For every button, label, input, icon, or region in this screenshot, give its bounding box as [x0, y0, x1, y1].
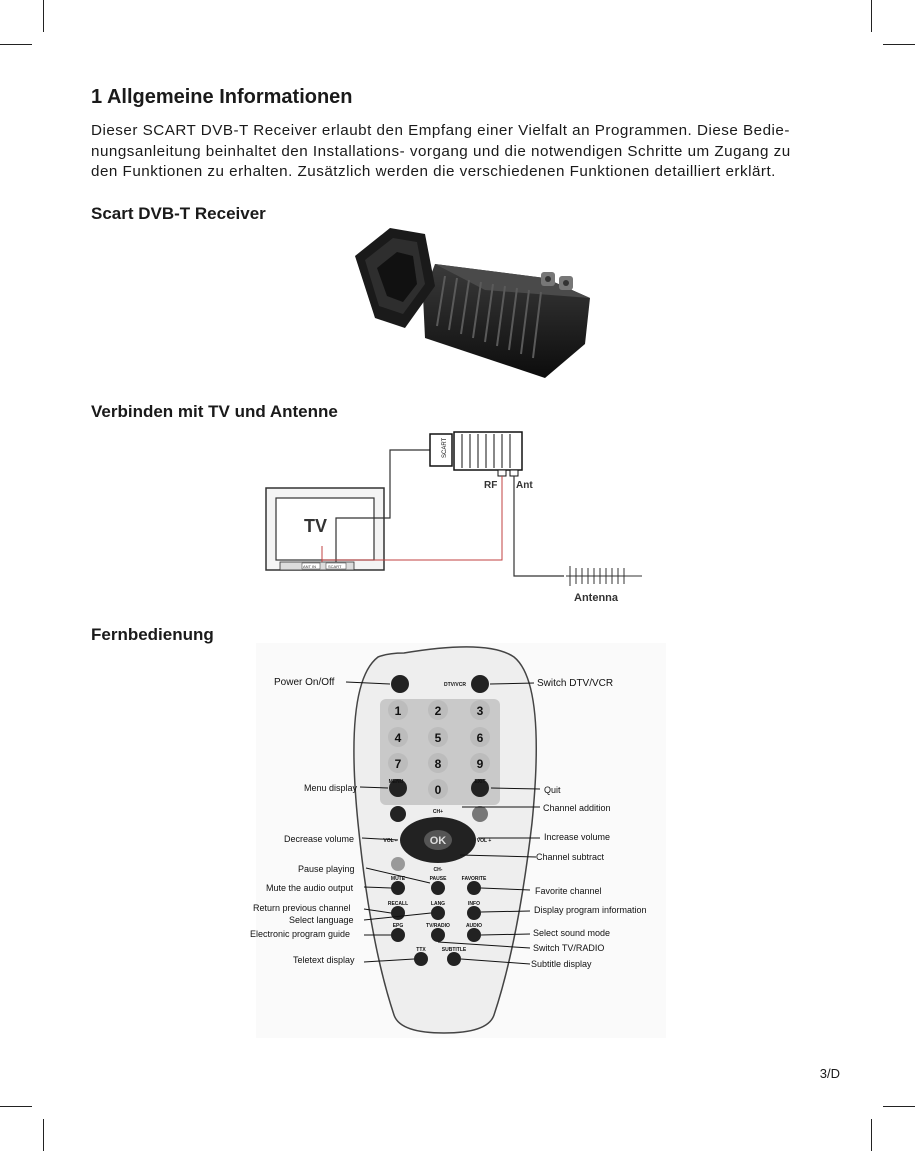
connection-diagram	[262, 428, 642, 610]
crop-mark	[0, 1106, 32, 1107]
crop-mark	[883, 44, 915, 45]
key-ch-down: CH-	[433, 867, 443, 873]
digit-8: 8	[434, 757, 442, 771]
antenna-label: Antenna	[574, 592, 618, 604]
receiver-image	[345, 226, 595, 382]
crop-mark	[883, 1106, 915, 1107]
callout-menu-display: Menu display	[304, 783, 358, 793]
key-vol-minus: VOL -	[383, 838, 397, 844]
digit-5: 5	[434, 731, 442, 745]
page-number: 3/D	[819, 1066, 840, 1081]
key-subtitle: SUBTITLE	[441, 947, 467, 953]
callout-channel-addition: Channel addition	[543, 803, 611, 813]
power-key-icon	[391, 675, 409, 693]
callout-subtitle-display: Subtitle display	[531, 959, 592, 969]
callout-select-sound: Select sound mode	[533, 928, 611, 938]
key-vol-plus: VOL +	[476, 838, 492, 844]
key-exit: EXIT	[474, 779, 486, 785]
rf-label: RF	[484, 480, 498, 491]
callout-channel-subtract: Channel subtract	[536, 852, 605, 862]
key-lang: LANG	[430, 901, 446, 907]
crop-mark	[0, 44, 32, 45]
key-ok: OK	[429, 835, 447, 847]
key-info: INFO	[468, 901, 480, 907]
callout-increase-volume: Increase volume	[544, 832, 611, 842]
intro-line: Dieser SCART DVB-T Receiver erlaubt den Empfang einer Vielfalt an Programmen. Diese Bedie-	[91, 122, 790, 139]
dtv-vcr-key	[471, 675, 489, 693]
scart-connector-label: SCART	[442, 437, 448, 458]
remote-heading: Fernbedienung	[91, 625, 214, 644]
callout-favorite-channel: Favorite channel	[535, 886, 602, 896]
key-mute: MUTE	[390, 876, 406, 882]
digit-4: 4	[394, 731, 402, 745]
crop-mark	[43, 0, 44, 32]
tv-label: TV	[304, 516, 328, 536]
digit-1: 1	[394, 704, 402, 718]
digit-9: 9	[476, 757, 484, 771]
crop-mark	[43, 1119, 44, 1151]
intro-line: den Funktionen zu erhalten. Zusätzlich werden die verschiedenen Funktionen detailliert erklärt.	[91, 163, 776, 180]
callout-epg-guide: Electronic program guide	[250, 929, 351, 939]
key-tv-radio: TV/RADIO	[426, 923, 450, 929]
receiver-heading: Scart DVB-T Receiver	[91, 204, 266, 223]
key-epg: EPG	[392, 923, 404, 929]
page-title: 1 Allgemeine Informationen	[91, 86, 353, 108]
crop-mark	[871, 0, 872, 32]
key-ch-up: CH+	[432, 809, 444, 815]
digit-3: 3	[476, 704, 484, 718]
key-audio: AUDIO	[465, 923, 483, 929]
intro-line: nungsanleitung beinhaltet den Installations- vorgang und die notwendigen Schritte um Zugang zu	[91, 142, 791, 160]
digit-6: 6	[476, 731, 484, 745]
callout-select-language: Select language	[289, 915, 354, 925]
tv-ant-in-label: ANT IN	[303, 564, 317, 569]
callout-display-program-info: Display program information	[534, 905, 647, 915]
digit-0: 0	[434, 783, 442, 797]
key-menu: MENU	[388, 779, 404, 785]
callout-switch-dtv: Switch DTV/VCR	[537, 678, 614, 689]
connection-heading: Verbinden mit TV und Antenne	[91, 402, 338, 421]
remote-diagram	[248, 643, 666, 1038]
key-recall: RECALL	[387, 901, 409, 907]
ant-label: Ant	[516, 480, 533, 491]
digit-7: 7	[394, 757, 402, 771]
key-ttx: TTX	[416, 947, 426, 953]
tv-scart-label: SCART	[328, 564, 342, 569]
callout-mute-audio: Mute the audio output	[266, 883, 354, 893]
callout-return-previous: Return previous channel	[253, 903, 351, 913]
digit-2: 2	[434, 704, 442, 718]
callout-decrease-volume: Decrease volume	[284, 834, 355, 844]
callout-power: Power On/Off	[274, 677, 335, 688]
callout-pause-playing: Pause playing	[298, 864, 355, 874]
callout-quit: Quit	[544, 785, 561, 795]
key-pause: PAUSE	[429, 876, 447, 882]
key-favorite: FAVORITE	[461, 876, 487, 882]
key-dtv-vcr: DTV/VCR	[444, 682, 466, 688]
intro-paragraph	[91, 121, 826, 183]
callout-teletext: Teletext display	[293, 955, 355, 965]
crop-mark	[871, 1119, 872, 1151]
callout-switch-tv-radio: Switch TV/RADIO	[533, 943, 605, 953]
